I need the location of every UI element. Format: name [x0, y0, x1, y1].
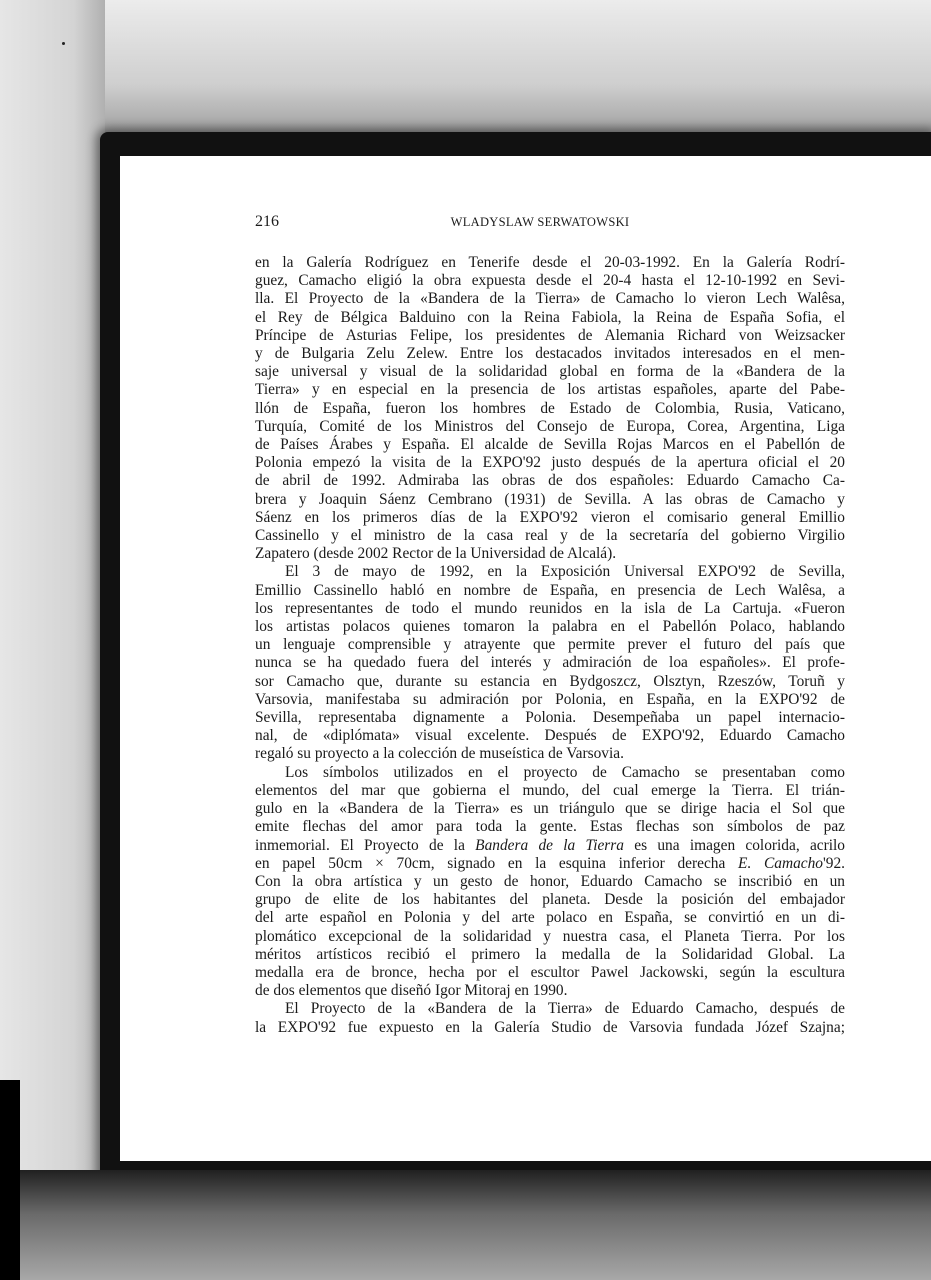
body-text [255, 254, 845, 1037]
text-line: los representantes de todo el mundo reunidos en la isla de La Cartuja. «Fueron [255, 599, 845, 617]
text-line: Sevilla, representaba dignamente a Polonia. Desempeñaba un papel internacio- [255, 709, 845, 727]
text-line: El 3 de mayo de 1992, en la Exposición Universal EXPO'92 de Sevilla, [285, 563, 845, 581]
text-line: Cassinello y el ministro de la casa real y de la secretaría del gobierno Virgilio [255, 527, 845, 545]
text-line: Emillio Cassinello habló en nombre de España, en presencia de Lech Walêsa, a [255, 581, 845, 599]
text-line: Los símbolos utilizados en el proyecto de Camacho se presentaban como [285, 763, 845, 781]
text-line: sor Camacho que, durante su estancia en Bydgoszcz, Olsztyn, Rzeszów, Toruñ y [255, 672, 845, 690]
text-line: Varsovia, manifestaba su admiración por Polonia, en España, en la EXPO'92 de [255, 690, 845, 708]
text-line: y de Bulgaria Zelu Zelew. Entre los destacados invitados interesados en el men- [255, 345, 845, 363]
text-line: de Países Árabes y España. El alcalde de Sevilla Rojas Marcos en el Pabellón de [255, 436, 845, 454]
text-line: Zapatero (desde 2002 Rector de la Universidad de Alcalá). [255, 545, 617, 563]
text-line: nunca se ha quedado fuera del interés y admiración de loa españoles». El profe- [255, 654, 845, 672]
text-line: plomático excepcional de la solidaridad y nuestra casa, el Planeta Tierra. Por los [255, 927, 845, 945]
text-segment: '92. [823, 854, 846, 872]
text-line: méritos artísticos recibió el primero la medalla de la Solidaridad Global. La [255, 945, 845, 963]
text-line: guez, Camacho eligió la obra expuesta desde el 20-4 hasta el 12-10-1992 en Sevi- [255, 272, 845, 290]
text-line: del arte español en Polonia y del arte polaco en España, se convirtió en un di- [255, 909, 845, 927]
text-line: los artistas polacos quienes tomaron la palabra en el Pabellón Polaco, hablando [255, 618, 845, 636]
italic-title: Bandera de la Tierra [475, 836, 624, 854]
text-line: de dos elementos que diseñó Igor Mitoraj en 1990. [255, 982, 568, 1000]
text-segment: inmemorial. El Proyecto de la [255, 836, 476, 854]
text-line [255, 855, 845, 873]
text-line: de abril de 1992. Admiraba las obras de dos españoles: Eduardo Camacho Ca- [255, 472, 845, 490]
text-segment: es una imagen colorida, acrilo [623, 836, 845, 854]
text-line: El Proyecto de la «Bandera de la Tierra» de Eduardo Camacho, después de [285, 1000, 845, 1018]
italic-title: E. Camacho [738, 854, 823, 872]
text-segment: en papel 50cm × 70cm, signado en la esquina inferior derecha [255, 854, 739, 872]
scan-background-top [0, 0, 931, 140]
running-head: WLADYSLAW SERWATOWSKI [450, 215, 630, 229]
text-line: brera y Joaquin Sáenz Cembrano (1931) de Sevilla. A las obras de Camacho y [255, 490, 845, 508]
scan-speck [62, 42, 65, 45]
text-line: lla. El Proyecto de la «Bandera de la Tierra» de Camacho lo vieron Lech Walêsa, [255, 290, 845, 308]
scan-edge-strip [0, 1080, 20, 1280]
text-line: gulo en la «Bandera de la Tierra» es un triángulo que se dirige hacia el Sol que [255, 800, 845, 818]
text-line: regaló su proyecto a la colección de museística de Varsovia. [255, 745, 624, 763]
text-line: grupo de elite de los habitantes del planeta. Desde la posición del embajador [255, 891, 845, 909]
text-line: emite flechas del amor para toda la gente. Estas flechas son símbolos de paz [255, 818, 845, 836]
page-number: 216 [255, 213, 279, 230]
text-line [255, 837, 845, 855]
scan-background-bottom [0, 1170, 931, 1280]
text-line: un lenguaje comprensible y atrayente que permite prever el futuro del país que [255, 636, 845, 654]
text-line: Polonia empezó la visita de la EXPO'92 justo después de la apertura oficial el 20 [255, 454, 845, 472]
text-line: Turquía, Comité de los Ministros del Consejo de Europa, Corea, Argentina, Liga [255, 417, 845, 435]
text-line: nal, de «diplómata» visual excelente. Después de EXPO'92, Eduardo Camacho [255, 727, 845, 745]
text-line: saje universal y visual de la solidaridad global en forma de la «Bandera de la [255, 363, 845, 381]
text-line: la EXPO'92 fue expuesto en la Galería Studio de Varsovia fundada Józef Szajna; [255, 1018, 845, 1036]
text-line: Con la obra artística y un gesto de honor, Eduardo Camacho se inscribió en un [255, 872, 845, 890]
text-line: Tierra» y en especial en la presencia de los artistas españoles, aparte del Pabe- [255, 381, 845, 399]
text-line: llón de España, fueron los hombres de Estado de Colombia, Rusia, Vaticano, [255, 399, 845, 417]
text-line: medalla era de bronce, hecha por el escultor Pawel Jackowski, según la escultura [255, 963, 845, 981]
text-line: Sáenz en los primeros días de la EXPO'92 vieron el comisario general Emillio [255, 508, 845, 526]
text-line: Príncipe de Asturias Felipe, los presidentes de Alemania Richard von Weizsacker [255, 326, 845, 344]
text-line: elementos del mar que gobierna el mundo, del cual emerge la Tierra. El trián- [255, 781, 845, 799]
text-line: en la Galería Rodríguez en Tenerife desde el 20-03-1992. En la Galería Rodrí- [255, 254, 845, 271]
text-line: el Rey de Bélgica Balduino con la Reina Fabiola, la Reina de España Sofia, el [255, 308, 845, 326]
